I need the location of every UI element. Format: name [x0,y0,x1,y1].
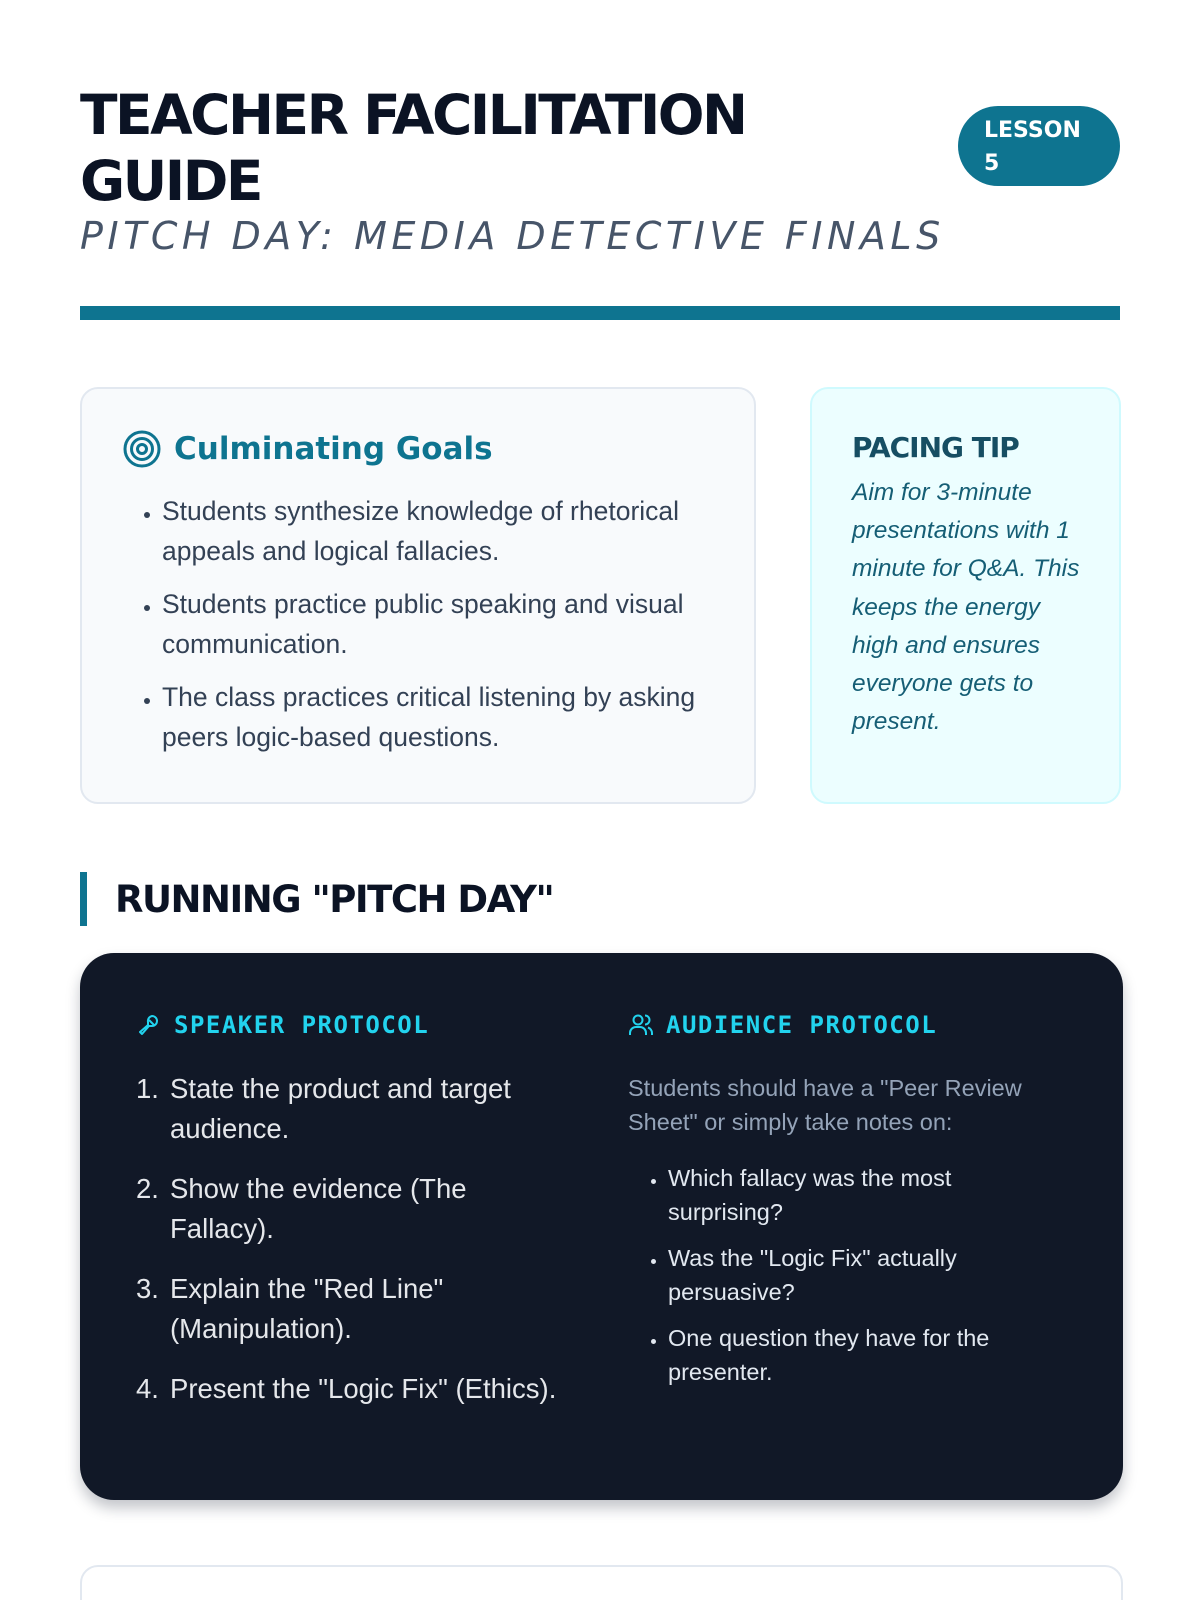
header-divider [80,306,1120,320]
audience-protocol [628,1009,1058,1401]
speaker-step [136,1269,566,1349]
audience-item: • One question they have for the presenter. [668,1321,1058,1389]
goal-item: • The class practices critical listening by asking peers logic-based questions. [162,677,714,757]
section-heading [80,872,553,926]
goals-title: Culminating Goals [174,431,493,467]
audience-item: • Which fallacy was the most surprising? [668,1161,1058,1229]
goals-header [122,429,714,469]
step-number: 4. [136,1373,159,1404]
step-text: Show the evidence (The Fallacy). [170,1173,467,1244]
target-icon [122,429,162,469]
pacing-tip-text: Aim for 3-minute presentations with 1 minute for Q&A. This keeps the energy high and ensures everyone gets to present. [852,479,1080,736]
goals-list [122,491,714,757]
step-number: 2. [136,1173,159,1204]
step-text: Explain the "Red Line" (Manipulation). [170,1273,444,1344]
next-section-card [80,1565,1123,1600]
protocol-card [80,953,1123,1500]
audience-list [628,1161,1058,1389]
page-subtitle: PITCH DAY: MEDIA DETECTIVE FINALS [80,214,945,258]
step-text: Present the "Logic Fix" (Ethics). [170,1373,557,1404]
section-title: RUNNING "PITCH DAY" [115,877,554,921]
goal-item: • Students practice public speaking and visual communication. [162,584,714,664]
microphone-icon [136,1012,162,1038]
lesson-badge: LESSON 5 [958,106,1120,186]
speaker-protocol-title: SPEAKER PROTOCOL [174,1011,430,1039]
audience-protocol-title: AUDIENCE PROTOCOL [666,1011,938,1039]
speaker-steps [136,1069,566,1409]
audience-item: • Was the "Logic Fix" actually persuasive? [668,1241,1058,1309]
page-header [80,82,1120,258]
goal-item: • Students synthesize knowledge of rhetorical appeals and logical fallacies. [162,491,714,571]
step-number: 3. [136,1273,159,1304]
speaker-step [136,1169,566,1249]
speaker-step [136,1069,566,1149]
pacing-tip-card [810,387,1121,804]
step-number: 1. [136,1073,159,1104]
culminating-goals-card [80,387,756,804]
users-icon [628,1012,654,1038]
speaker-step [136,1369,566,1409]
audience-intro: Students should have a "Peer Review Sheet" or simply take notes on: [628,1075,1022,1135]
page-title: TEACHER FACILITATION GUIDE [80,83,746,213]
audience-protocol-header [628,1009,1058,1041]
speaker-protocol-header [136,1009,566,1041]
step-text: State the product and target audience. [170,1073,511,1144]
speaker-protocol [136,1009,566,1429]
pacing-tip-title: PACING TIP [852,431,1019,464]
